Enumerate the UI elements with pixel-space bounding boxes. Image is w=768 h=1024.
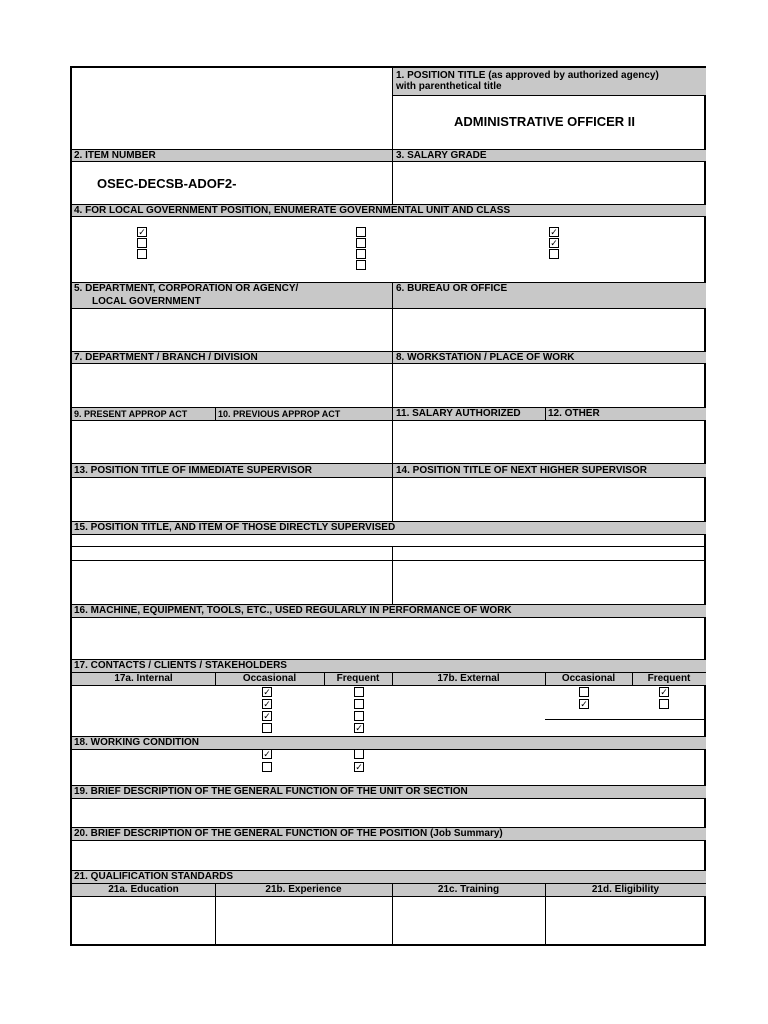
checkbox[interactable]	[354, 687, 364, 697]
f3-label: 3. SALARY GRADE	[396, 150, 487, 161]
f8-label: 8. WORKSTATION / PLACE OF WORK	[396, 352, 575, 363]
item-number-value: OSEC-DECSB-ADOF2-	[97, 176, 237, 191]
f15-label: 15. POSITION TITLE, AND ITEM OF THOSE DIRECTLY SUPERVISED	[74, 522, 396, 533]
checkbox-checked[interactable]: ✓	[263, 749, 271, 759]
checkbox[interactable]	[137, 249, 147, 259]
f17-label: 17. CONTACTS / CLIENTS / STAKEHOLDERS	[74, 660, 287, 671]
checkbox-checked[interactable]: ✓	[660, 687, 668, 697]
f5-label-line2: LOCAL GOVERNMENT	[92, 296, 201, 307]
checkbox[interactable]	[356, 238, 366, 248]
f9-label: 9. PRESENT APPROP ACT	[74, 409, 188, 419]
f1-label: 1. POSITION TITLE (as approved by authorized agency)	[396, 70, 659, 81]
checkbox-checked[interactable]: ✓	[550, 238, 558, 248]
f21b-header: 21b. Experience	[265, 884, 342, 895]
checkbox[interactable]	[356, 227, 366, 237]
f2-label: 2. ITEM NUMBER	[74, 150, 156, 161]
f6-label: 6. BUREAU OR OFFICE	[396, 283, 508, 294]
checkbox[interactable]	[354, 711, 364, 721]
f18-label: 18. WORKING CONDITION	[74, 737, 200, 748]
f17a-header: 17a. Internal	[114, 673, 173, 684]
checkbox-checked[interactable]: ✓	[580, 699, 588, 709]
f5-label: 5. DEPARTMENT, CORPORATION OR AGENCY/	[74, 283, 299, 294]
checkbox[interactable]	[137, 238, 147, 248]
checkbox-checked[interactable]: ✓	[138, 227, 146, 237]
checkbox[interactable]	[354, 749, 364, 759]
checkbox[interactable]	[659, 699, 669, 709]
f13-label: 13. POSITION TITLE OF IMMEDIATE SUPERVISOR	[74, 465, 312, 476]
checkbox[interactable]	[354, 699, 364, 709]
external-occasional-header: Occasional	[561, 673, 616, 684]
checkbox[interactable]	[356, 249, 366, 259]
f12-label: 12. OTHER	[548, 408, 600, 419]
checkbox[interactable]	[549, 249, 559, 259]
checkbox-checked[interactable]: ✓	[550, 227, 558, 237]
f16-label: 16. MACHINE, EQUIPMENT, TOOLS, ETC., USED REGULARLY IN PERFORMANCE OF WORK	[74, 605, 512, 616]
f11-label: 11. SALARY AUTHORIZED	[396, 408, 521, 419]
checkbox-checked[interactable]: ✓	[263, 711, 271, 721]
f21a-header: 21a. Education	[108, 884, 179, 895]
f21-label: 21. QUALIFICATION STANDARDS	[74, 871, 234, 882]
f10-label: 10. PREVIOUS APPROP ACT	[218, 409, 341, 419]
position-description-form	[70, 66, 706, 946]
checkbox[interactable]	[356, 260, 366, 270]
f4-label: 4. FOR LOCAL GOVERNMENT POSITION, ENUMERATE GOVERNMENTAL UNIT AND CLASS	[74, 205, 511, 216]
f21d-header: 21d. Eligibility	[591, 884, 660, 895]
f14-label: 14. POSITION TITLE OF NEXT HIGHER SUPERVISOR	[396, 465, 647, 476]
internal-frequent-header: Frequent	[336, 673, 380, 684]
position-title-value: ADMINISTRATIVE OFFICER II	[454, 114, 636, 129]
f19-label: 19. BRIEF DESCRIPTION OF THE GENERAL FUNCTION OF THE UNIT OR SECTION	[74, 786, 468, 797]
f7-label: 7. DEPARTMENT / BRANCH / DIVISION	[74, 352, 258, 363]
f20-label: 20. BRIEF DESCRIPTION OF THE GENERAL FUNCTION OF THE POSITION (Job Summary)	[74, 828, 503, 839]
checkbox[interactable]	[579, 687, 589, 697]
checkbox-checked[interactable]: ✓	[355, 762, 363, 772]
checkbox-checked[interactable]: ✓	[263, 687, 271, 697]
row2-label-bar	[72, 149, 706, 161]
checkbox[interactable]	[262, 723, 272, 733]
external-frequent-header: Frequent	[647, 673, 691, 684]
checkbox-checked[interactable]: ✓	[355, 723, 363, 733]
f21c-header: 21c. Training	[437, 884, 500, 895]
f17b-header: 17b. External	[437, 673, 500, 684]
checkbox[interactable]	[262, 762, 272, 772]
f1-label-line2: with parenthetical title	[396, 81, 502, 92]
internal-occasional-header: Occasional	[242, 673, 297, 684]
checkbox-checked[interactable]: ✓	[263, 699, 271, 709]
